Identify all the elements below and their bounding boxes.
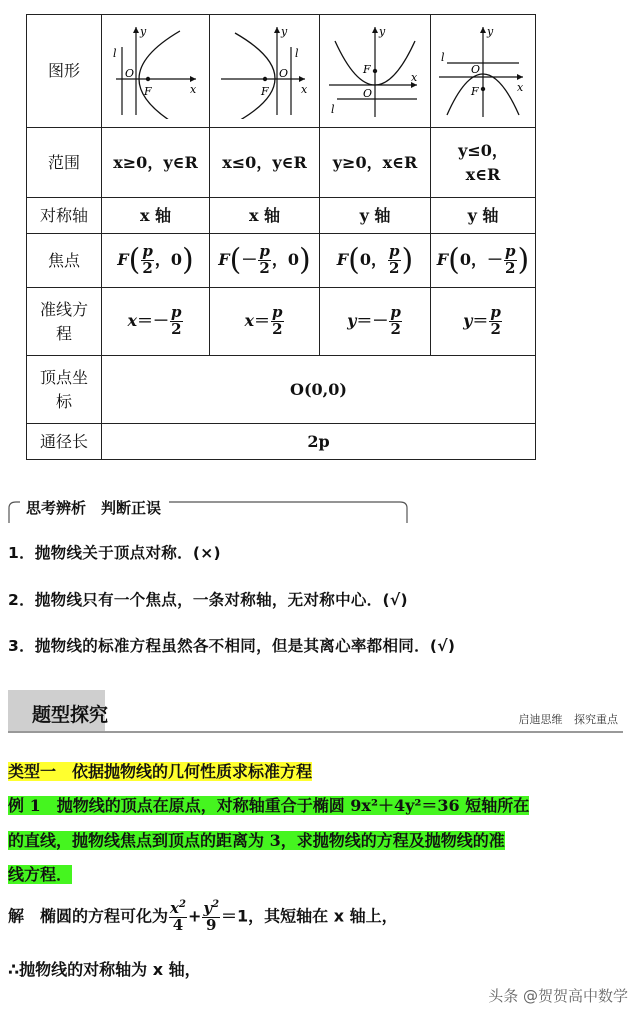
svg-text:l: l xyxy=(331,103,335,116)
axis-cell: y 轴 xyxy=(320,198,431,234)
row-focus xyxy=(27,234,536,288)
focus-cell: F(－ $\frac{p}{2}$ ，0) xyxy=(210,234,320,288)
judge-item-2: 2．抛物线只有一个焦点，一条对称轴，无对称中心．(√) xyxy=(8,591,408,609)
example-line-1: 例 1 抛物线的顶点在原点，对称轴重合于椭圆 9x²＋4y²＝36 短轴所在 xyxy=(8,796,530,815)
svg-text:l: l xyxy=(294,47,299,60)
example-line-2: 的直线，抛物线焦点到顶点的距离为 3，求抛物线的方程及抛物线的准 xyxy=(8,831,505,850)
directrix-cell: y＝－ $\frac{p}{2}$ xyxy=(320,288,431,356)
row-latus xyxy=(27,424,536,460)
svg-text:l: l xyxy=(441,51,445,64)
range-cell: y≥0，x∈R xyxy=(320,128,431,198)
svg-text:O: O xyxy=(278,67,288,80)
svg-text:y: y xyxy=(280,25,287,38)
properties-table xyxy=(26,14,536,460)
solution-line-2: ∴抛物线的对称轴为 x 轴， xyxy=(8,960,201,979)
svg-text:y: y xyxy=(139,25,146,38)
svg-text:O: O xyxy=(124,67,134,80)
row-label-focus: 焦点 xyxy=(27,234,102,288)
section-title: 题型探究 xyxy=(32,704,109,726)
row-label-vertex: 顶点坐 标 xyxy=(27,356,102,424)
svg-text:F: F xyxy=(260,85,269,98)
svg-text:O: O xyxy=(363,87,373,100)
focus-cell: F(0，－ $\frac{p}{2}$ ) xyxy=(431,234,536,288)
example-line-3: 线方程． xyxy=(8,865,73,884)
row-directrix xyxy=(27,288,536,356)
vertex-cell: O(0,0) xyxy=(102,356,536,424)
graph-up-opening xyxy=(320,15,431,128)
row-label-graph: 图形 xyxy=(27,15,102,128)
judge-item-3: 3．抛物线的标准方程虽然各不相同，但是其离心率都相同．(√) xyxy=(8,637,456,655)
row-vertex xyxy=(27,356,536,424)
directrix-cell: x＝－ $\frac{p}{2}$ xyxy=(102,288,210,356)
row-label-latus: 通径长 xyxy=(27,424,102,460)
svg-text:F: F xyxy=(471,85,479,98)
svg-text:F: F xyxy=(143,85,152,98)
solution-line-1: 解 椭圆的方程可化为 $\frac{x^2}{4}$ + $\frac{y^2}{9}$ ＝1，其短轴在 x 轴上， xyxy=(8,899,398,934)
section-divider xyxy=(8,731,623,733)
row-graph xyxy=(27,15,536,128)
svg-text:x: x xyxy=(411,71,418,84)
svg-text:y: y xyxy=(379,25,386,38)
graph-left-opening xyxy=(210,15,320,128)
focus-cell: F( $\frac{p}{2}$ ，0) xyxy=(102,234,210,288)
row-label-axis: 对称轴 xyxy=(27,198,102,234)
range-cell: x≤0，y∈R xyxy=(210,128,320,198)
axis-cell: x 轴 xyxy=(102,198,210,234)
graph-down-opening xyxy=(431,15,536,128)
svg-text:l: l xyxy=(112,47,117,60)
graph-right-opening xyxy=(102,15,210,128)
watermark: 头条 @贺贺高中数学 xyxy=(488,987,628,1005)
latus-cell: 2p xyxy=(102,424,536,460)
range-cell: x≥0，y∈R xyxy=(102,128,210,198)
focus-cell: F(0， $\frac{p}{2}$ ) xyxy=(320,234,431,288)
directrix-cell: y＝ $\frac{p}{2}$ xyxy=(431,288,536,356)
svg-text:O: O xyxy=(471,63,481,76)
svg-text:x: x xyxy=(189,83,196,96)
axis-cell: y 轴 xyxy=(431,198,536,234)
svg-text:x: x xyxy=(517,81,524,94)
row-axis xyxy=(27,198,536,234)
axis-cell: x 轴 xyxy=(210,198,320,234)
type-heading: 类型一 依据抛物线的几何性质求标准方程 xyxy=(8,762,313,781)
section-subtitle: 启迪思维 探究重点 xyxy=(518,713,618,726)
svg-text:F: F xyxy=(363,63,371,76)
row-label-range: 范围 xyxy=(27,128,102,198)
range-cell: y≤0，x∈R xyxy=(431,128,536,198)
row-label-directrix: 准线方 程 xyxy=(27,288,102,356)
think-title: 思考辨析 判断正误 xyxy=(20,497,169,518)
judge-item-1: 1．抛物线关于顶点对称．(×) xyxy=(8,544,221,562)
row-range xyxy=(27,128,536,198)
svg-text:x: x xyxy=(300,83,307,96)
svg-text:y: y xyxy=(487,25,494,38)
directrix-cell: x＝ $\frac{p}{2}$ xyxy=(210,288,320,356)
